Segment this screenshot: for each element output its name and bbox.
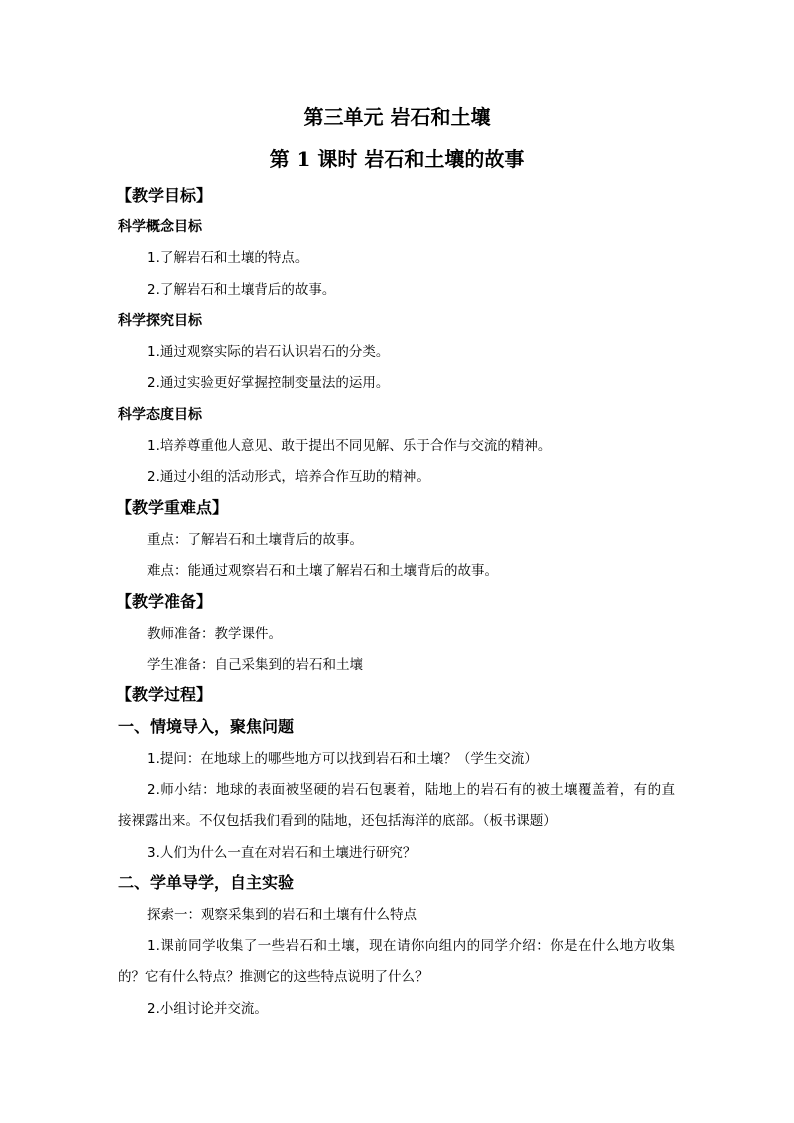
inquiry-goal-item-2: 2.通过实验更好掌握控制变量法的运用。: [147, 375, 390, 391]
part2-item-2: 2.小组讨论并交流。: [147, 1001, 268, 1017]
part1-heading: 一、情境导入，聚焦问题: [118, 717, 295, 736]
inquiry-goal-heading: 科学探究目标: [118, 313, 202, 329]
process-heading: 【教学过程】: [116, 685, 213, 704]
part2-item-1-line-1: 1.课前同学收集了一些岩石和土壤，现在请你向组内的同学介绍：你是在什么地方收集: [147, 938, 675, 954]
key-point: 重点：了解岩石和土壤背后的故事。: [147, 532, 363, 548]
concept-goal-item-2: 2.了解岩石和土壤背后的故事。: [147, 282, 336, 298]
teacher-preparation: 教师准备：教学课件。: [147, 626, 282, 642]
difficult-point: 难点：能通过观察岩石和土壤了解岩石和土壤背后的故事。: [147, 563, 498, 579]
inquiry-goal-item-1: 1.通过观察实际的岩石认识岩石的分类。: [147, 344, 390, 360]
lesson-title: 第 1 课时 岩石和土壤的故事: [269, 147, 525, 171]
part1-item-2-line-1: 2.师小结：地球的表面被坚硬的岩石包裹着，陆地上的岩石有的被土壤覆盖着，有的直: [147, 782, 675, 798]
concept-goal-item-1: 1.了解岩石和土壤的特点。: [147, 250, 309, 266]
attitude-goal-heading: 科学态度目标: [118, 407, 202, 423]
attitude-goal-item-1: 1.培养尊重他人意见、敢于提出不同见解、乐于合作与交流的精神。: [147, 438, 552, 454]
objectives-heading: 【教学目标】: [116, 186, 213, 205]
explore-1: 探索一：观察采集到的岩石和土壤有什么特点: [147, 907, 417, 923]
part1-item-2-line-2: 接裸露出来。不仅包括我们看到的陆地，还包括海洋的底部。（板书课题）: [118, 813, 557, 829]
part2-heading: 二、学单导学，自主实验: [118, 873, 295, 892]
key-points-heading: 【教学重难点】: [116, 498, 229, 517]
unit-title: 第三单元 岩石和土壤: [303, 105, 491, 129]
concept-goal-heading: 科学概念目标: [118, 219, 202, 235]
part2-item-1-line-2: 的？它有什么特点？推测它的这些特点说明了什么？: [118, 969, 429, 985]
student-preparation: 学生准备：自己采集到的岩石和土壤: [147, 657, 363, 673]
attitude-goal-item-2: 2.通过小组的活动形式，培养合作互助的精神。: [147, 469, 430, 485]
part1-item-1: 1.提问：在地球上的哪些地方可以找到岩石和土壤？（学生交流）: [147, 751, 538, 767]
part1-item-3: 3.人们为什么一直在对岩石和土壤进行研究？: [147, 845, 417, 861]
preparation-heading: 【教学准备】: [116, 592, 213, 611]
